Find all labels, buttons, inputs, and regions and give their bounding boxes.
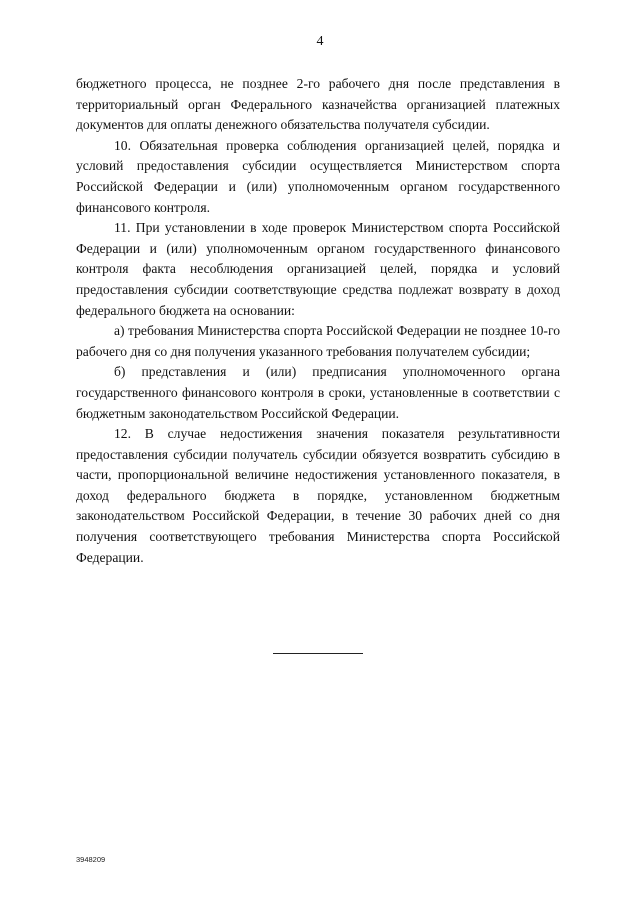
page-number: 4 xyxy=(316,34,324,49)
document-code: 3948209 xyxy=(76,855,106,864)
paragraph-item-11: 11. При установлении в ходе проверок Министерством спорта Российской Федерации и (или) уполномоченным органом государственного финансового контроля факта несоблюдения организацией целей, порядка и условий предоставления субсидии соответствующие средства подлежат возврату в доход федерального бюджета на основании: xyxy=(76,220,560,318)
document-body xyxy=(76,74,560,568)
paragraph-item-12: 12. В случае недостижения значения показателя результативности предоставления субсидии получатель субсидии обязуется возвратить субсидию в части, пропорциональной величине недостижения установленного показателя, в доход федерального бюджета в порядке, установленном бюджетным законодательством Российской Федерации, в течение 30 рабочих дней со дня получения соответствующего требования Министерства спорта Российской Федерации. xyxy=(76,426,560,565)
paragraph-continuation: бюджетного процесса, не позднее 2-го рабочего дня после представления в территориальный орган Федерального казначейства организацией платежных документов для оплаты денежного обязательства получателя субсидии. xyxy=(76,76,560,133)
subparagraph-b: б) представления и (или) предписания уполномоченного органа государственного финансового контроля в сроки, установленные в соответствии с бюджетным законодательством Российской Федерации. xyxy=(76,364,560,421)
end-divider-line xyxy=(273,653,363,654)
subparagraph-a: а) требования Министерства спорта Российской Федерации не позднее 10-го рабочего дня со дня получения указанного требования получателем субсидии; xyxy=(76,323,560,359)
paragraph-item-10: 10. Обязательная проверка соблюдения организацией целей, порядка и условий предоставления субсидии осуществляется Министерством спорта Российской Федерации и (или) уполномоченным органом государственного финансового контроля. xyxy=(76,137,560,215)
